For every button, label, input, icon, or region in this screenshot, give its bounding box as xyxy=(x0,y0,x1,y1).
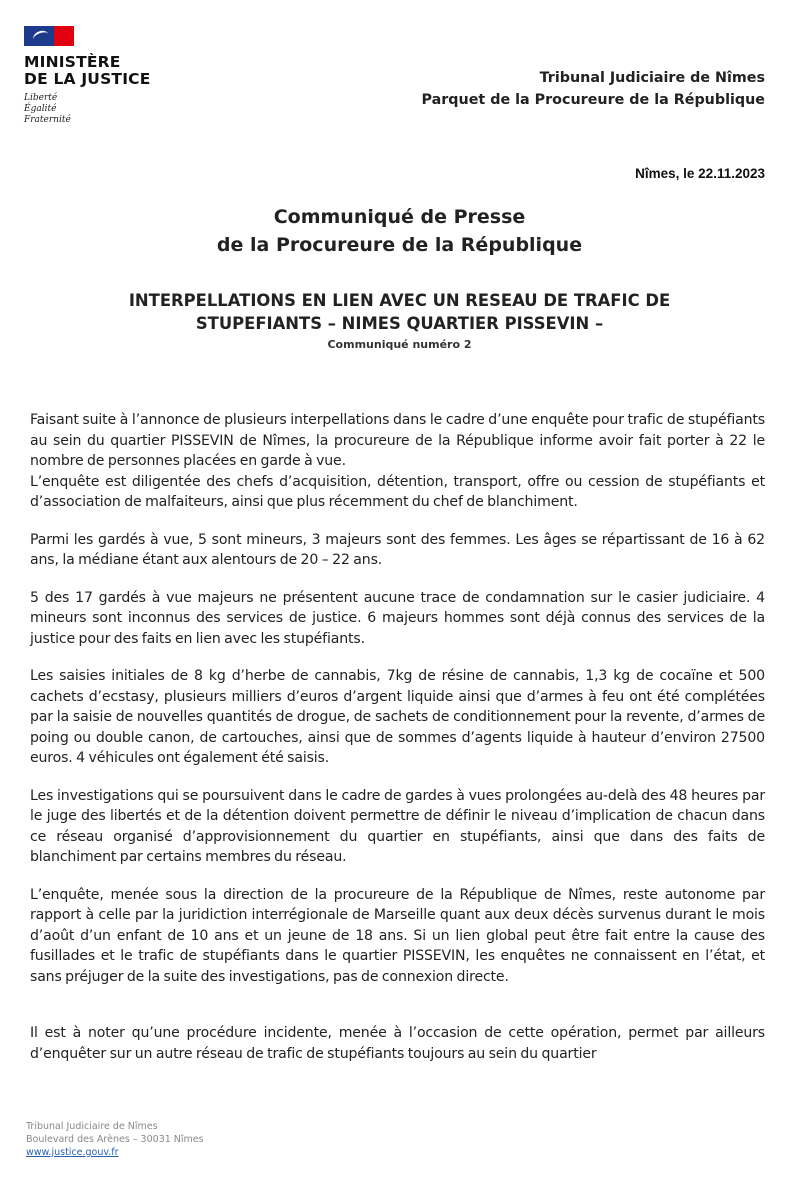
paragraph: Les investigations qui se poursuivent dans le cadre de gardes à vues prolongées au-delà des 48 heures par le juge des libertés et de la détention doivent permettre de définir le niveau d’implication de chacun dans ce réseau organisé d’approvisionnement du quartier en stupéfiants, ainsi que dans des faits de blanchiment par certains membres du réseau. xyxy=(30,787,765,865)
paragraph: L’enquête, menée sous la direction de la procureure de la République de Nîmes, reste autonome par rapport à celle par la juridiction interrégionale de Marseille quant aux deux décès survenus durant le mois d’août d’un enfant de 10 ans et un jeune de 18 ans. Si un lien global peut être fait entre la cause des fusillades et le trafic de stupéfiants dans le quartier PISSEVIN, les enquêtes ne connaissent en l’état, et sans préjuger de la suite des investigations, pas de connexion directe. xyxy=(30,886,765,985)
title-line-2: de la Procureure de la République xyxy=(216,234,583,256)
paragraph: 5 des 17 gardés à vue majeurs ne présentent aucune trace de condamnation sur le casier judiciaire. 4 mineurs sont inconnus des services de justice. 6 majeurs hommes sont déjà connus des services de la justice pour des faits en lien avec les stupéfiants. xyxy=(30,589,765,647)
marianne-flag-icon xyxy=(24,26,74,46)
paragraph: Parmi les gardés à vue, 5 sont mineurs, 3 majeurs sont des femmes. Les âges se répartissant de 16 à 62 ans, la médiane étant aux alentours de 20 – 22 ans. xyxy=(30,531,765,568)
headline-line-1: INTERPELLATIONS EN LIEN AVEC UN RESEAU DE TRAFIC DE xyxy=(128,291,671,310)
letterhead xyxy=(422,67,766,111)
ministry-name: MINISTÈRE DE LA JUSTICE xyxy=(24,53,151,88)
ministry-logo xyxy=(24,26,184,126)
headline-line-2: STUPEFIANTS – NIMES QUARTIER PISSEVIN – xyxy=(195,314,604,333)
document-body xyxy=(30,410,765,1081)
title-line-1: Communiqué de Presse xyxy=(273,206,526,228)
document-date: Nîmes, le 22.11.2023 xyxy=(635,166,765,181)
website-link[interactable]: www.justice.gouv.fr xyxy=(26,1147,119,1158)
footer-court: Tribunal Judiciaire de Nîmes xyxy=(26,1121,158,1132)
communique-number: Communiqué numéro 2 xyxy=(327,338,472,351)
paragraph: Il est à noter qu’une procédure incidente, menée à l’occasion de cette opération, permet par ailleurs d’enquêter sur un autre réseau de trafic de stupéfiants toujours au sein du quartier xyxy=(30,1025,765,1062)
paragraph: Les saisies initiales de 8 kg d’herbe de cannabis, 7kg de résine de cannabis, 1,3 kg de cocaïne et 500 cachets d’ecstasy, plusieurs milliers d’euros d’argent liquide ainsi que d’armes à feu ont été complétées par la saisie de nouvelles quantités de drogue, de sachets de conditionnement pour la revente, d’armes de poing ou double canon, de cartouches, ainsi que de sommes d’agents liquide à hauteur d’environ 27500 euros. 4 véhicules ont également été saisis. xyxy=(30,668,765,766)
court-name: Tribunal Judiciaire de Nîmes xyxy=(539,70,765,86)
footer xyxy=(26,1120,204,1159)
headline xyxy=(0,289,799,335)
office-name: Parquet de la Procureure de la République xyxy=(421,92,765,108)
republic-motto: Liberté Égalité Fraternité xyxy=(24,93,71,125)
document-title xyxy=(0,203,799,259)
footer-address: Boulevard des Arènes – 30031 Nîmes xyxy=(26,1134,204,1145)
paragraph: Faisant suite à l’annonce de plusieurs interpellations dans le cadre d’une enquête pour trafic de stupéfiants au sein du quartier PISSEVIN de Nîmes, la procureure de la République informe avoir fait porter à 22 le nombre de personnes placées en garde à vue. L’enquête est diligentée des chefs d’acquisition, détention, transport, offre ou cession de stupéfiants et d’association de malfaiteurs, ainsi que plus récemment du chef de blanchiment. xyxy=(30,412,765,510)
